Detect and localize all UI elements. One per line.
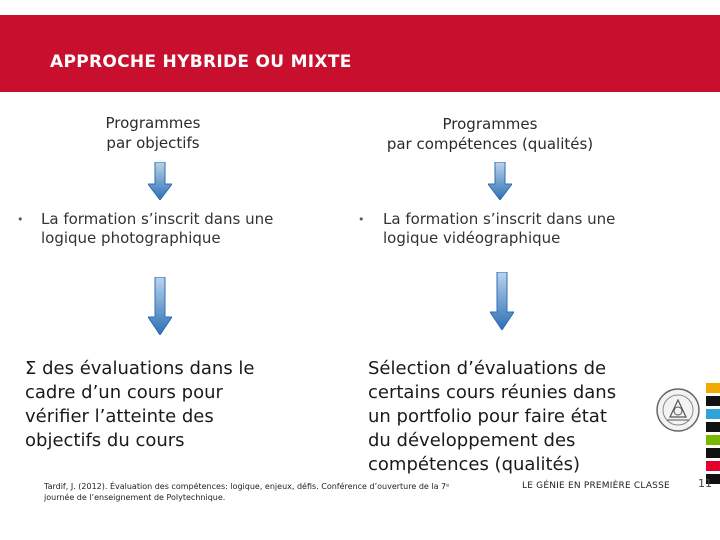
- stripe: [706, 461, 720, 471]
- right-result-line: du développement des: [368, 430, 576, 451]
- right-result-line: un portfolio pour faire état: [368, 406, 607, 427]
- right-heading-line2: par compétences (qualités): [386, 135, 594, 153]
- left-result-line: Σ des évaluations dans le: [25, 358, 255, 379]
- left-bullet-marker: •: [17, 213, 24, 226]
- left-heading-line2: par objectifs: [106, 134, 200, 152]
- citation: [44, 481, 464, 503]
- right-column-heading: [345, 114, 635, 154]
- left-bullet-text: [41, 210, 321, 248]
- left-result-line: vérifier l’atteinte des: [25, 406, 214, 427]
- stripe: [706, 396, 720, 406]
- right-arrow-down-icon-1: [488, 162, 512, 200]
- right-result-line: certains cours réunies dans: [368, 382, 617, 403]
- left-arrow-down-icon-1: [148, 162, 172, 200]
- left-bullet-line1: La formation s’inscrit dans une: [41, 210, 274, 228]
- page-number: 11: [698, 477, 712, 490]
- citation-line1: Tardif, J. (2012). Évaluation des compétences: logique, enjeux, défis. Conférence d’ouverture de la 7ᵉ: [44, 482, 450, 491]
- left-result-line: objectifs du cours: [25, 430, 185, 451]
- left-result-text: [25, 357, 325, 453]
- side-color-stripes: [706, 383, 720, 487]
- stripe: [706, 383, 720, 393]
- right-arrow-down-icon-2: [490, 272, 514, 330]
- right-bullet-text: [383, 210, 673, 248]
- university-seal-icon: [655, 387, 701, 433]
- left-arrow-down-icon-2: [148, 277, 172, 335]
- stripe: [706, 409, 720, 419]
- stripe: [706, 422, 720, 432]
- right-bullet-line1: La formation s’inscrit dans une: [383, 210, 616, 228]
- citation-line2: journée de l’enseignement de Polytechnique.: [44, 493, 226, 502]
- left-result-line: cadre d’un cours pour: [25, 382, 223, 403]
- right-result-text: [368, 357, 668, 477]
- right-heading-line1: Programmes: [442, 115, 538, 133]
- right-result-line: Sélection d’évaluations de: [368, 358, 607, 379]
- left-bullet-line2: logique photographique: [41, 229, 221, 247]
- left-heading-line1: Programmes: [105, 114, 201, 132]
- slide-title: APPROCHE HYBRIDE OU MIXTE: [50, 52, 352, 72]
- stripe: [706, 448, 720, 458]
- stripe: [706, 435, 720, 445]
- right-bullet-line2: logique vidéographique: [383, 229, 561, 247]
- footer-brand: LE GÉNIE EN PREMIÈRE CLASSE: [522, 481, 670, 491]
- right-result-line: compétences (qualités): [368, 454, 580, 475]
- right-bullet-marker: •: [358, 213, 365, 226]
- left-column-heading: [63, 113, 243, 153]
